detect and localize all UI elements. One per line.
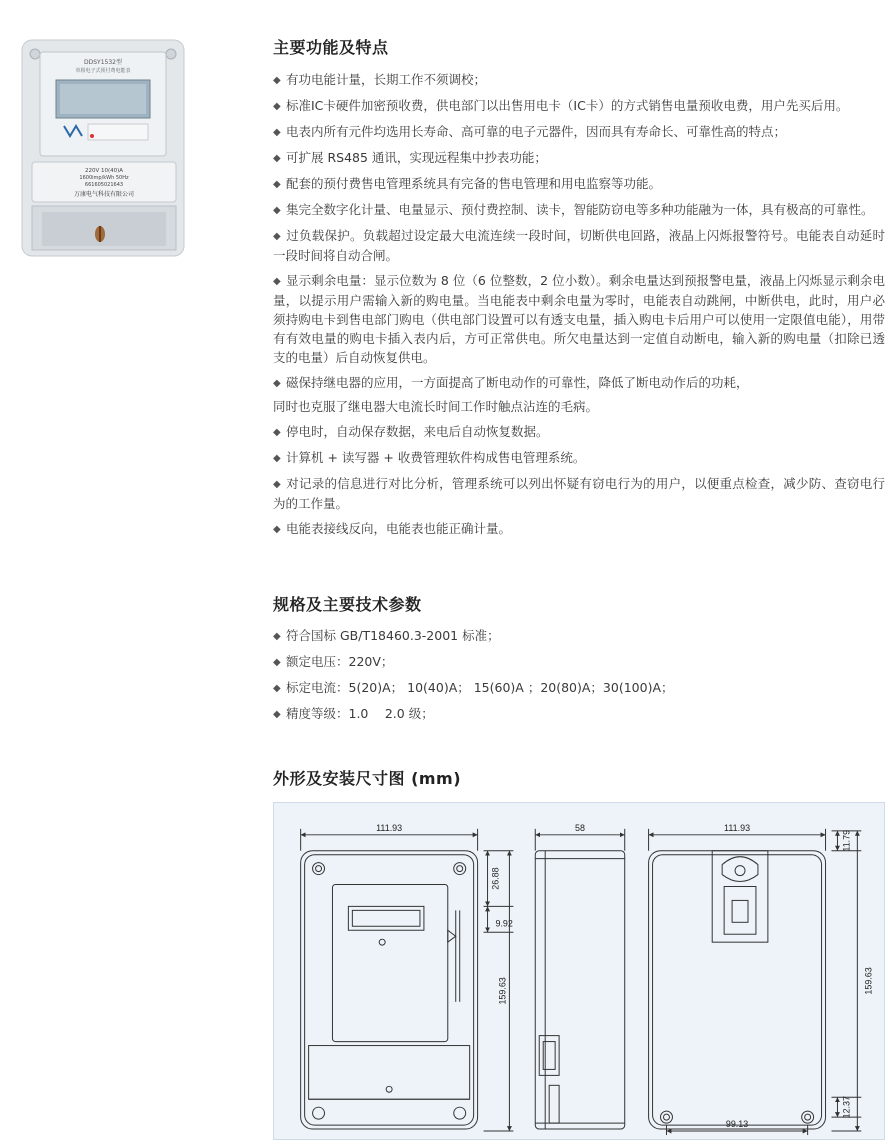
product-constant: 1600imp/kWh 50Hz: [79, 175, 129, 181]
bullet-icon: ◆: [273, 378, 281, 389]
dim-back-top: 11.79: [841, 829, 852, 852]
features-title: 主要功能及特点: [273, 38, 389, 57]
product-serial: 661605021643: [84, 182, 124, 188]
product-photo: [20, 36, 188, 260]
list-item: ◆ 符合国标 GB/T18460.3-2001 标准；: [273, 626, 885, 646]
list-item: ◆ 停电时，自动保存数据，来电后自动恢复数据。: [273, 422, 885, 442]
bullet-icon: ◆: [273, 657, 281, 668]
dim-front-height: 159.63: [497, 977, 508, 1005]
side-view: [535, 829, 624, 1129]
list-item: ◆ 计算机 + 读写器 + 收费管理软件构成售电管理系统。: [273, 448, 885, 468]
list-item: ◆ 集完全数字化计量、电量显示、预付费控制、读卡，智能防窃电等多种功能融为一体，具有极高的可靠性。: [273, 200, 885, 220]
dim-back-width: 111.93: [724, 822, 751, 833]
list-item: ◆ 对记录的信息进行对比分析，管理系统可以列出怀疑有窃电行为的用户，以便重点检查，减少防、查窃电行为的工作量。: [273, 476, 885, 511]
bullet-icon: ◆: [273, 205, 281, 216]
list-item: ◆ 额定电压：220V；: [273, 652, 885, 672]
product-name: 单相电子式预付费电能表: [75, 68, 131, 74]
drawing-title: 外形及安装尺寸图 (mm): [273, 769, 462, 788]
dim-back-height: 159.63: [863, 967, 874, 995]
front-view: [301, 829, 514, 1131]
list-item: ◆ 标定电流：5(20)A； 10(40)A； 15(60)A ；20(80)A；30(100)A；: [273, 678, 885, 698]
product-rating: 220V 10(40)A: [84, 168, 124, 174]
specs-title: 规格及主要技术参数: [273, 595, 422, 614]
bullet-icon: ◆: [273, 524, 281, 535]
bullet-icon: ◆: [273, 101, 281, 112]
dimension-drawing-svg: [274, 803, 884, 1139]
dim-front-window: 9.92: [495, 918, 513, 929]
bullet-icon: ◆: [273, 231, 281, 242]
bullet-icon: ◆: [273, 683, 281, 694]
dim-back-bottom: 12.37: [841, 1096, 852, 1119]
bullet-icon: ◆: [273, 709, 281, 720]
bullet-icon: ◆: [273, 153, 281, 164]
list-item: ◆ 标准IC卡硬件加密预收费，供电部门以出售用电卡（IC卡）的方式销售电量预收电费，用户先买后用。: [273, 96, 885, 116]
dim-front-top: 26.88: [490, 867, 501, 890]
dim-front-width: 111.93: [376, 822, 403, 833]
list-item: ◆ 配套的预付费售电管理系统具有完备的售电管理和用电监察等功能。: [273, 174, 885, 194]
product-maker: 万康电气科技有限公司: [73, 191, 135, 198]
list-item: ◆ 电表内所有元件均选用长寿命、高可靠的电子元器件，因而具有寿命长、可靠性高的特点；: [273, 122, 885, 142]
list-item: ◆ 过负载保护。负载超过设定最大电流连续一段时间，切断供电回路，液晶上闪烁报警符号。电能表自动延时一段时间将自动合闸。: [273, 228, 885, 263]
bullet-icon: ◆: [273, 631, 281, 642]
dim-back-holes: 99.13: [725, 1119, 749, 1130]
bullet-icon: ◆: [273, 127, 281, 138]
list-item: ◆ 有功电能计量，长期工作不须调校；: [273, 70, 885, 90]
dim-side-depth: 58: [575, 822, 585, 833]
specs-list: [273, 626, 885, 730]
bullet-icon: ◆: [273, 427, 281, 438]
bullet-icon: ◆: [273, 276, 281, 287]
product-model: DDSY1532型: [84, 59, 122, 66]
back-view: [649, 829, 862, 1135]
bullet-icon: ◆: [273, 179, 281, 190]
list-item: ◆ 磁保持继电器的应用，一方面提高了断电动作的可靠性，降低了断电动作后的功耗，: [273, 373, 885, 393]
dimension-drawing: [273, 802, 885, 1140]
list-item-continuation: 同时也克服了继电器大电流长时间工作时触点沾连的毛病。: [273, 399, 599, 414]
bullet-icon: ◆: [273, 75, 281, 86]
list-item: ◆ 电能表接线反向，电能表也能正确计量。: [273, 519, 885, 539]
list-item: ◆ 可扩展 RS485 通讯，实现远程集中抄表功能；: [273, 148, 885, 168]
list-item: ◆ 显示剩余电量：显示位数为 8 位（6 位整数，2 位小数）。剩余电量达到预报警电量，液晶上闪烁显示剩余电量，以提示用户需输入新的购电量。当电能表中剩余电量为零时，电能表自动跳闸，中断供电，此时，用户必须持购电卡到售电部门购电（供电部门设置可以有透支电量，插入购电卡后用户可以使用一定限值电能），用带有有效电量的购电卡插入表内后，方可正常供电。所欠电量达到一定值自动断电，输入新的购电量（扣除已透支的电量）后自动恢复供电。: [273, 273, 885, 365]
list-item: ◆ 精度等级：1.0 2.0 级；: [273, 704, 885, 724]
bullet-icon: ◆: [273, 453, 281, 464]
features-list: [273, 70, 885, 545]
bullet-icon: ◆: [273, 479, 281, 490]
